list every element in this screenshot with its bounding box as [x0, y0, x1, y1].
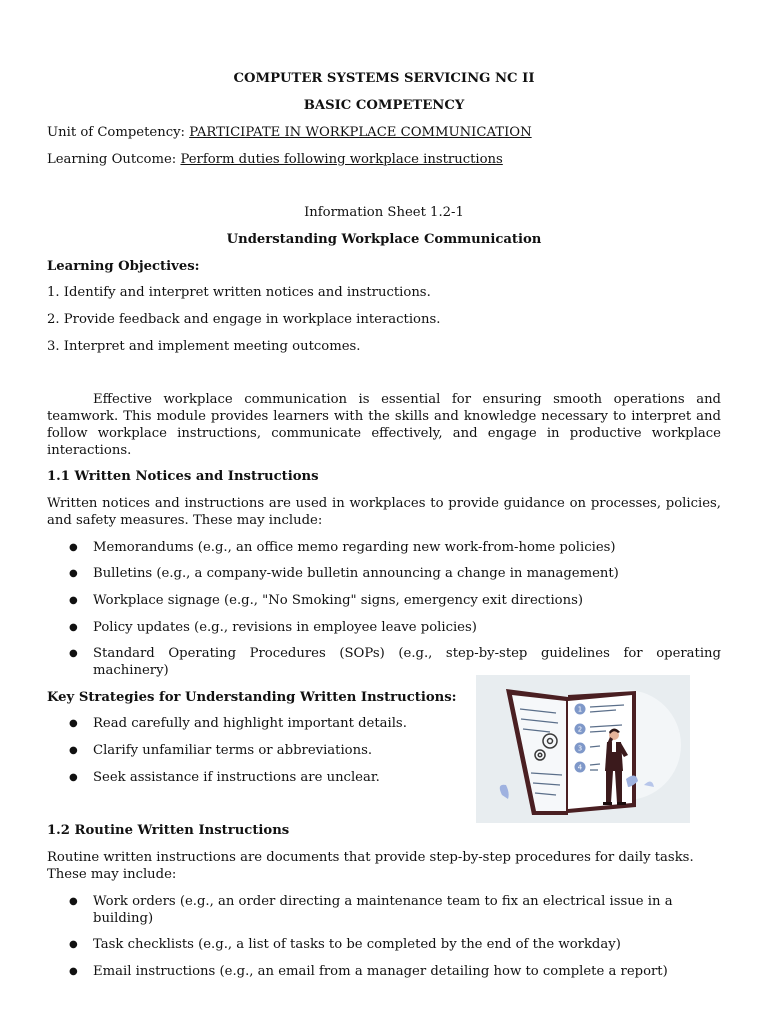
objective-item: 1. Identify and interpret written notices and instructions. — [47, 285, 431, 300]
objectives-heading: Learning Objectives: — [47, 259, 200, 274]
list-item: Clarify unfamiliar terms or abbreviations. — [93, 743, 373, 758]
bullet-icon: ● — [69, 939, 78, 950]
objective-item: 2. Provide feedback and engage in workplace interactions. — [47, 312, 441, 327]
list-item: Memorandums (e.g., an office memo regarding new work-from-home policies) — [93, 540, 616, 555]
unit-of-competency — [47, 124, 532, 141]
unit-label: Unit of Competency: — [47, 125, 185, 140]
step-number: 4 — [577, 763, 583, 772]
list-item: Work orders (e.g., an order directing a maintenance team to fix an electrical issue in a building) — [93, 894, 673, 926]
manual-book-illustration — [476, 675, 690, 823]
list-item: Email instructions (e.g., an email from a manager detailing how to complete a report) — [93, 964, 668, 979]
list-item: Policy updates (e.g., revisions in employee leave policies) — [93, 620, 477, 635]
strategies-heading: Key Strategies for Understanding Written Instructions: — [47, 690, 457, 705]
bullet-icon: ● — [69, 966, 78, 977]
step-number: 2 — [577, 725, 583, 734]
list-item: Bulletins (e.g., a company-wide bulletin announcing a change in management) — [93, 566, 619, 581]
sheet-title: Understanding Workplace Communication — [226, 232, 542, 247]
bullet-icon: ● — [69, 595, 78, 606]
step-number: 1 — [577, 705, 583, 714]
bullet-icon: ● — [69, 745, 78, 756]
section-heading: 1.2 Routine Written Instructions — [47, 823, 290, 838]
bullet-icon: ● — [69, 622, 78, 633]
course-title: COMPUTER SYSTEMS SERVICING NC II — [233, 71, 535, 86]
objective-item: 3. Interpret and implement meeting outcomes. — [47, 339, 361, 354]
section-body: Routine written instructions are documents that provide step-by-step procedures for daily tasks. These may include: — [47, 850, 694, 882]
bullet-icon: ● — [69, 718, 78, 729]
bullet-icon: ● — [69, 542, 78, 553]
list-item: Standard Operating Procedures (SOPs) (e.g., step-by-step guidelines for operating machinery) — [93, 646, 721, 678]
intro-paragraph: Effective workplace communication is essential for ensuring smooth operations and teamwork. This module provides learners with the skills and knowledge necessary to interpret and follow workplace instructions, communicate effectively, and engage in productive workplace interactions. — [47, 392, 721, 458]
list-item: Read carefully and highlight important details. — [93, 716, 407, 731]
bullet-icon: ● — [69, 648, 78, 659]
list-item: Seek assistance if instructions are unclear. — [93, 770, 380, 785]
bullet-icon: ● — [69, 568, 78, 579]
list-item: Task checklists (e.g., a list of tasks to be completed by the end of the workday) — [93, 937, 621, 952]
bullet-icon: ● — [69, 896, 78, 907]
outcome-value: Perform duties following workplace instructions — [180, 152, 503, 167]
sheet-number: Information Sheet 1.2-1 — [304, 205, 464, 220]
section-heading: 1.1 Written Notices and Instructions — [47, 469, 319, 484]
learning-outcome — [47, 151, 503, 168]
competency-type: BASIC COMPETENCY — [303, 98, 465, 113]
list-item: Workplace signage (e.g., "No Smoking" signs, emergency exit directions) — [93, 593, 584, 608]
section-body: Written notices and instructions are used in workplaces to provide guidance on processes, policies, and safety measures. These may include: — [47, 496, 721, 528]
step-number: 3 — [577, 744, 583, 753]
unit-value: PARTICIPATE IN WORKPLACE COMMUNICATION — [189, 125, 532, 140]
outcome-label: Learning Outcome: — [47, 152, 177, 167]
bullet-icon: ● — [69, 772, 78, 783]
